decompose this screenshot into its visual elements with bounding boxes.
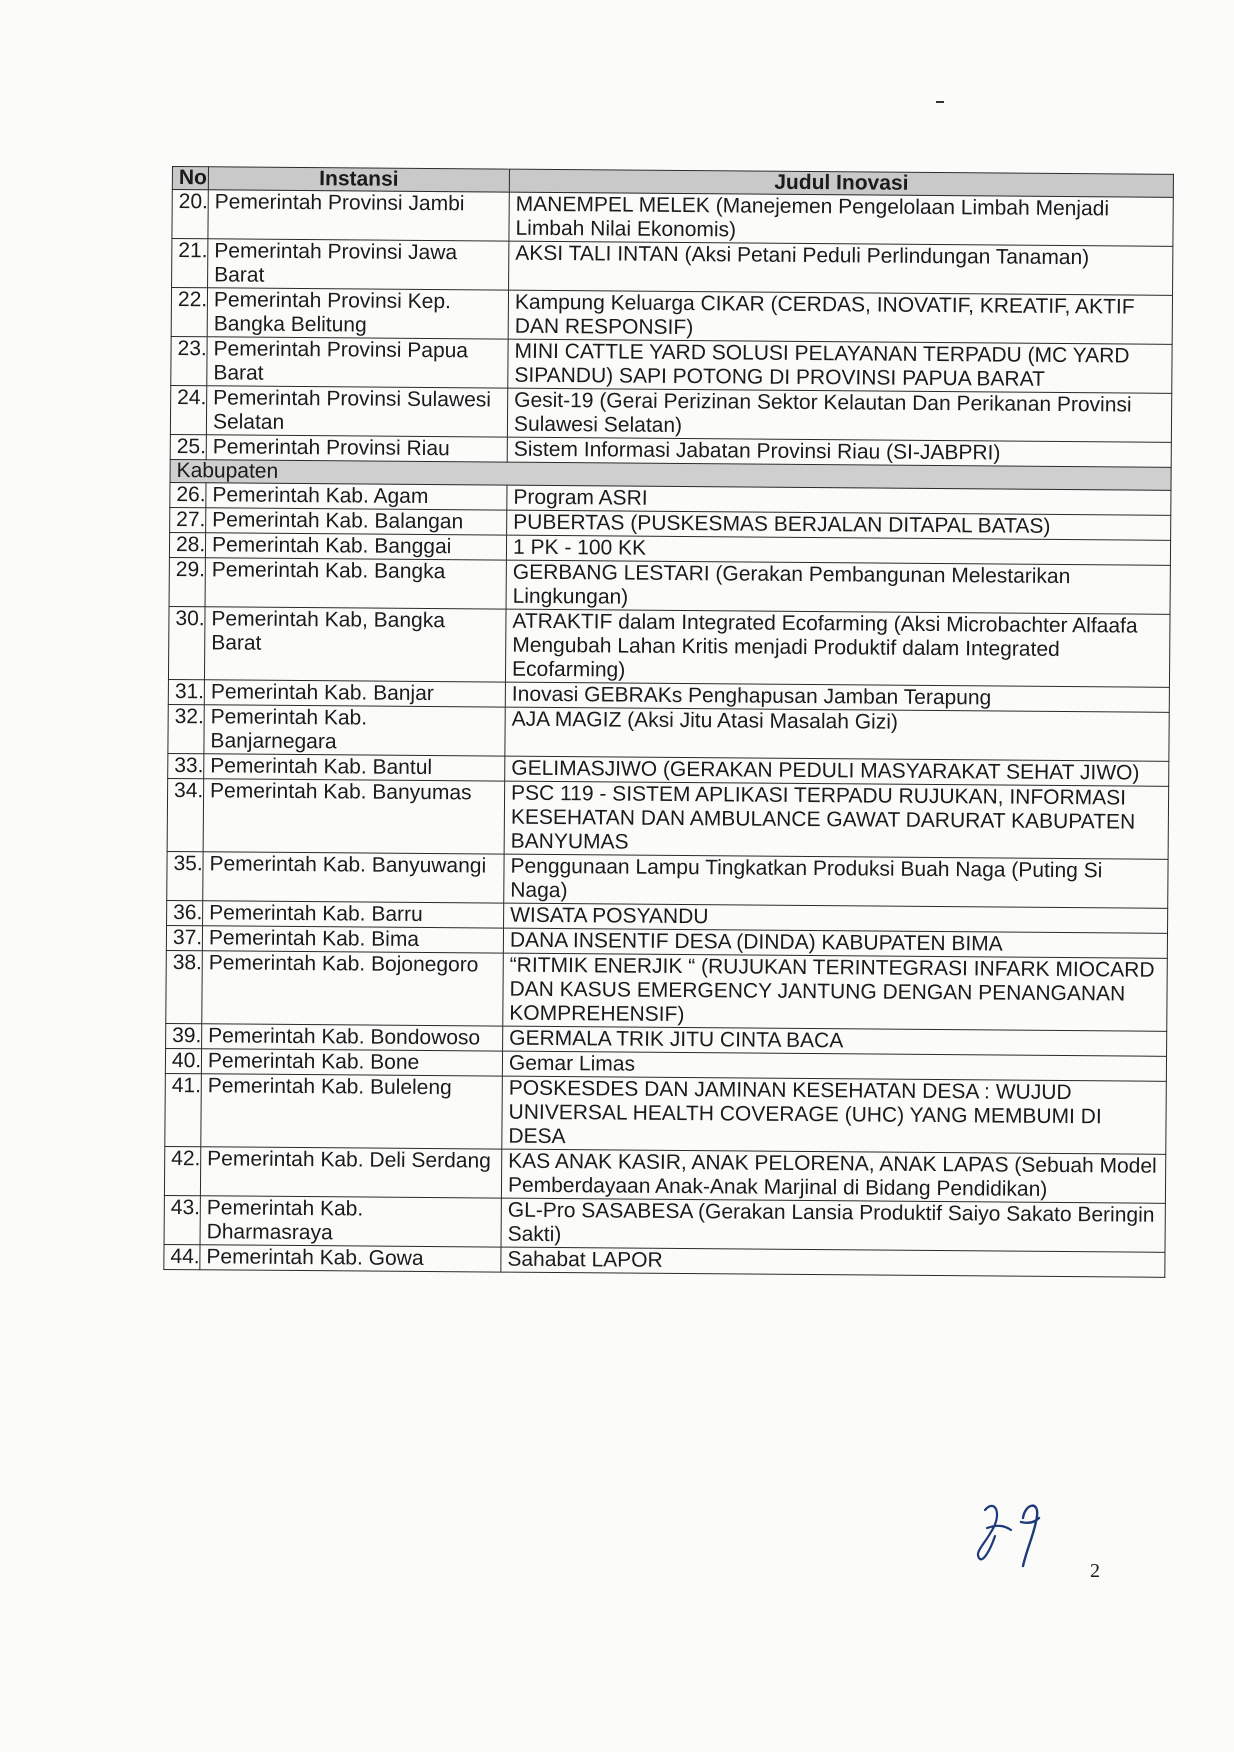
- cell-judul: GL-Pro SASABESA (Gerakan Lansia Produktif Saiyo Sakato Beringin Sakti): [501, 1198, 1165, 1252]
- cell-no: 38.: [166, 950, 203, 1023]
- cell-judul: Penggunaan Lampu Tingkatkan Produksi Buah Naga (Puting Si Naga): [504, 854, 1168, 908]
- cell-instansi: Pemerintah Kab. Deli Serdang: [200, 1147, 501, 1198]
- cell-instansi: Pemerintah Kab, Bangka Barat: [204, 607, 506, 682]
- cell-judul: Program ASRI: [507, 485, 1171, 515]
- cell-instansi: Pemerintah Kab. Banjar: [204, 680, 505, 707]
- table-row: [167, 851, 1168, 908]
- table-row: [172, 190, 1173, 247]
- cell-no: 32.: [168, 704, 204, 753]
- page-number: 2: [1090, 1560, 1100, 1582]
- cell-judul: Gemar Limas: [502, 1051, 1166, 1081]
- cell-judul: GERMALA TRIK JITU CINTA BACA: [503, 1026, 1167, 1056]
- cell-instansi: Pemerintah Kab. Bojonegoro: [202, 951, 504, 1026]
- cell-instansi: Pemerintah Kab. Banyumas: [203, 779, 505, 854]
- table-row: [168, 704, 1169, 761]
- header-judul: Judul Inovasi: [509, 169, 1173, 197]
- cell-instansi: Pemerintah Kab. Agam: [206, 483, 507, 510]
- cell-no: 26.: [170, 482, 206, 507]
- table-row: [172, 239, 1173, 296]
- cell-no: 39.: [166, 1023, 202, 1048]
- cell-judul: “RITMIK ENERJIK “ (RUJUKAN TERINTEGRASI INFARK MIOCARD DAN KASUS EMERGENCY JANTUNG DENGAN PENANGANAN KOMPREHENSIF): [503, 953, 1168, 1031]
- header-no: No: [172, 167, 208, 190]
- cell-no: 30.: [168, 606, 205, 679]
- cell-instansi: Pemerintah Provinsi Kep. Bangka Belitung: [207, 288, 508, 339]
- cell-no: 42.: [164, 1146, 200, 1195]
- cell-judul: Sistem Informasi Jabatan Provinsi Riau (SI-JABPRI): [507, 437, 1171, 467]
- signature: [965, 1492, 1075, 1572]
- cell-no: 21.: [172, 239, 208, 288]
- table-row: [164, 1195, 1165, 1252]
- cell-no: 29.: [169, 557, 205, 606]
- cell-judul: KAS ANAK KASIR, ANAK PELORENA, ANAK LAPAS (Sebuah Model Pemberdayaan Anak-Anak Marjinal di Bidang Pendidikan): [501, 1149, 1165, 1203]
- cell-no: 33.: [168, 753, 204, 778]
- table-row: [171, 288, 1172, 345]
- cell-no: 31.: [168, 679, 204, 704]
- cell-judul: MINI CATTLE YARD SOLUSI PELAYANAN TERPADU (MC YARD SIPANDU) SAPI POTONG DI PROVINSI PAPUA BARAT: [508, 339, 1172, 393]
- cell-instansi: Pemerintah Kab. Bantul: [204, 754, 505, 781]
- cell-no: 27.: [170, 507, 206, 532]
- cell-instansi: Pemerintah Kab. Buleleng: [201, 1074, 503, 1149]
- cell-judul: WISATA POSYANDU: [504, 903, 1168, 933]
- table-row: [170, 385, 1171, 442]
- cell-instansi: Pemerintah Kab. Bima: [202, 926, 503, 953]
- cell-judul: AJA MAGIZ (Aksi Jitu Atasi Masalah Gizi): [505, 707, 1169, 761]
- cell-judul: AKSI TALI INTAN (Aksi Petani Peduli Perlindungan Tanaman): [509, 241, 1173, 295]
- cell-judul: Gesit-19 (Gerai Perizinan Sektor Kelautan Dan Perikanan Provinsi Sulawesi Selatan): [507, 388, 1171, 442]
- table-body: [164, 190, 1173, 1278]
- cell-instansi: Pemerintah Kab. Bone: [201, 1049, 502, 1076]
- cell-judul: PSC 119 - SISTEM APLIKASI TERPADU RUJUKAN, INFORMASI KESEHATAN DAN AMBULANCE GAWAT DARURAT KABUPATEN BANYUMAS: [504, 781, 1169, 859]
- cell-no: 41.: [165, 1073, 202, 1146]
- header-instansi: Instansi: [208, 167, 509, 192]
- cell-judul: PUBERTAS (PUSKESMAS BERJALAN DITAPAL BATAS): [507, 510, 1171, 540]
- scan-mark: [936, 101, 944, 103]
- cell-no: 37.: [166, 925, 202, 950]
- cell-judul: GERBANG LESTARI (Gerakan Pembangunan Melestarikan Lingkungan): [506, 560, 1170, 614]
- cell-instansi: Pemerintah Kab. Bondowoso: [202, 1024, 503, 1051]
- cell-instansi: Pemerintah Kab. Barru: [203, 901, 504, 928]
- cell-instansi: Pemerintah Kab. Gowa: [200, 1245, 501, 1272]
- cell-instansi: Pemerintah Provinsi Jambi: [208, 190, 509, 241]
- cell-judul: MANEMPEL MELEK (Manejemen Pengelolaan Limbah Menjadi Limbah Nilai Ekonomis): [509, 192, 1173, 246]
- cell-instansi: Pemerintah Provinsi Papua Barat: [207, 337, 508, 388]
- cell-no: 28.: [169, 532, 205, 557]
- cell-judul: ATRAKTIF dalam Integrated Ecofarming (Aksi Microbachter Alfaafa Mengubah Lahan Kritis menjadi Produktif dalam Integrated Ecofarming): [505, 609, 1170, 687]
- cell-no: 24.: [170, 385, 206, 434]
- cell-no: 34.: [167, 778, 204, 851]
- cell-judul: POSKESDES DAN JAMINAN KESEHATAN DESA : WUJUD UNIVERSAL HEALTH COVERAGE (UHC) YANG MEMBUMI DI DESA: [502, 1076, 1167, 1154]
- cell-no: 25.: [170, 434, 206, 459]
- table-row: [168, 606, 1170, 687]
- table-row: [165, 1073, 1167, 1154]
- cell-instansi: Pemerintah Kab. Banjarnegara: [204, 705, 505, 756]
- cell-instansi: Pemerintah Kab. Bangka: [205, 558, 506, 609]
- cell-no: 43.: [164, 1195, 200, 1244]
- cell-instansi: Pemerintah Kab. Banyuwangi: [203, 852, 504, 903]
- cell-judul: Inovasi GEBRAKs Penghapusan Jamban Terapung: [505, 682, 1169, 712]
- table-row: [171, 336, 1172, 393]
- cell-judul: Kampung Keluarga CIKAR (CERDAS, INOVATIF, KREATIF, AKTIF DAN RESPONSIF): [508, 290, 1172, 344]
- cell-no: 22.: [171, 288, 207, 337]
- cell-judul: DANA INSENTIF DESA (DINDA) KABUPATEN BIMA: [503, 928, 1167, 958]
- cell-judul: Sahabat LAPOR: [501, 1247, 1165, 1277]
- cell-instansi: Pemerintah Kab. Dharmasraya: [200, 1196, 501, 1247]
- table-row: [166, 950, 1168, 1031]
- section-label: Kabupaten: [170, 459, 1171, 490]
- table-row: [167, 778, 1169, 859]
- table-row: [164, 1146, 1165, 1203]
- innovation-table: [163, 166, 1174, 1278]
- cell-no: 35.: [167, 851, 203, 900]
- cell-instansi: Pemerintah Provinsi Sulawesi Selatan: [206, 386, 507, 437]
- cell-no: 40.: [165, 1048, 201, 1073]
- cell-judul: 1 PK - 100 KK: [506, 535, 1170, 565]
- cell-no: 20.: [172, 190, 208, 239]
- cell-no: 36.: [167, 900, 203, 925]
- cell-no: 44.: [164, 1244, 200, 1269]
- cell-instansi: Pemerintah Provinsi Jawa Barat: [208, 239, 509, 290]
- cell-instansi: Pemerintah Provinsi Riau: [206, 435, 507, 462]
- cell-instansi: Pemerintah Kab. Banggai: [205, 533, 506, 560]
- cell-judul: GELIMASJIWO (GERAKAN PEDULI MASYARAKAT SEHAT JIWO): [505, 756, 1169, 786]
- cell-instansi: Pemerintah Kab. Balangan: [206, 508, 507, 535]
- cell-no: 23.: [171, 336, 207, 385]
- table-row: [169, 557, 1170, 614]
